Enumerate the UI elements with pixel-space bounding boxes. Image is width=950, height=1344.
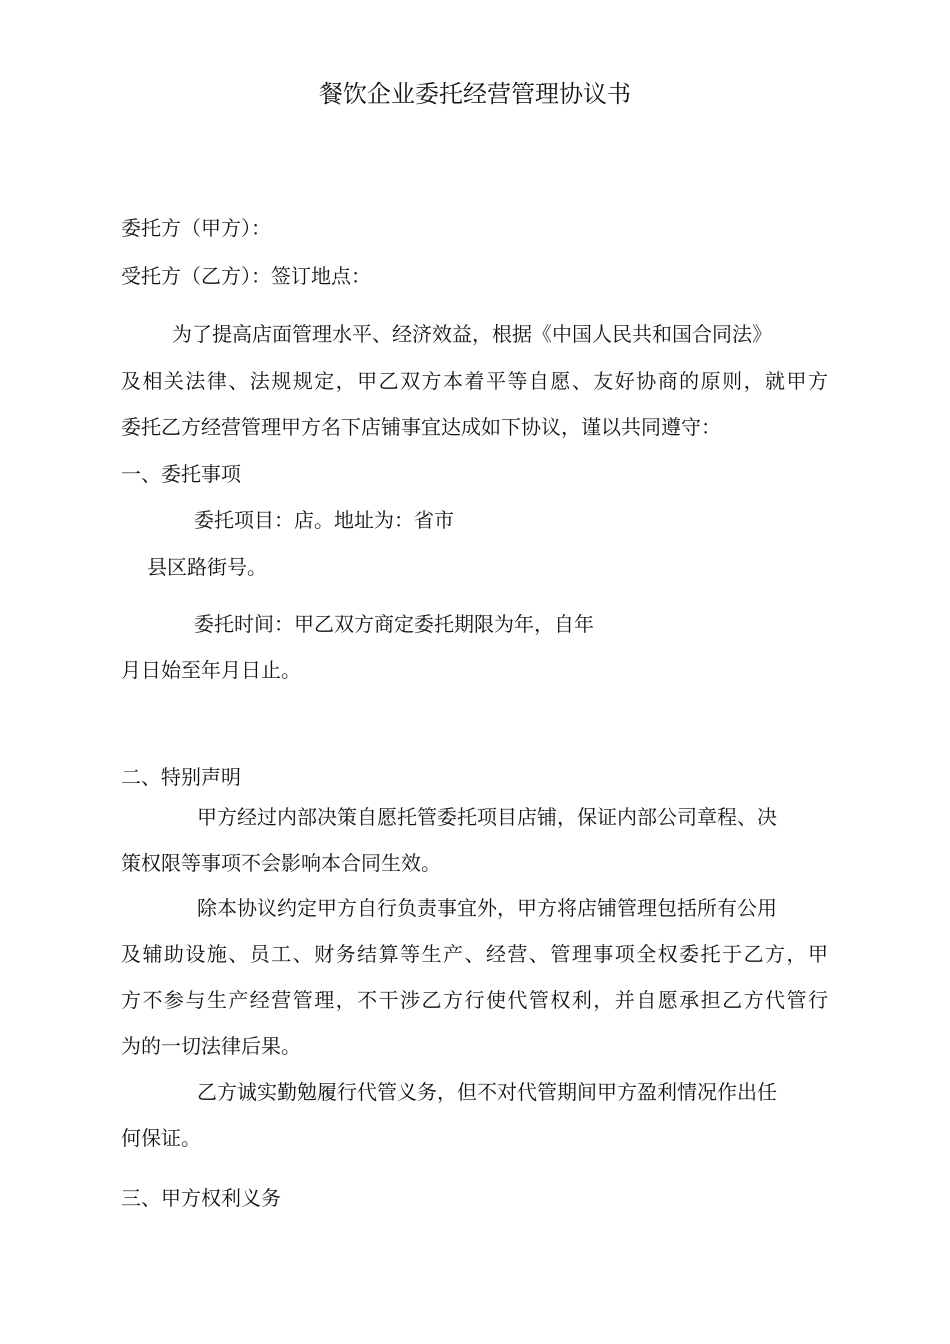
- declaration-p2-line-3: 方不参与生产经营管理，不干涉乙方行使代管权利，并自愿承担乙方代管行: [121, 988, 828, 1012]
- declaration-p1-line-1: 甲方经过内部决策自愿托管委托项目店铺，保证内部公司章程、决: [197, 805, 777, 829]
- declaration-p3-line-1: 乙方诚实勤勉履行代管义务，但不对代管期间甲方盈利情况作出任: [197, 1080, 777, 1104]
- declaration-p2-line-4: 为的一切法律后果。: [121, 1034, 301, 1058]
- preamble-line-3: 委托乙方经营管理甲方名下店铺事宜达成如下协议，谨以共同遵守：: [121, 415, 721, 439]
- section-3-heading: 三、甲方权利义务: [121, 1186, 281, 1210]
- document-title: 餐饮企业委托经营管理协议书: [319, 80, 631, 108]
- section-2-heading: 二、特别声明: [121, 765, 241, 789]
- party-a-line: 委托方（甲方）：: [121, 216, 271, 240]
- preamble-line-1: 为了提高店面管理水平、经济效益，根据《中国人民共和国合同法》: [172, 322, 772, 346]
- declaration-p1-line-2: 策权限等事项不会影响本合同生效。: [121, 851, 441, 875]
- entrust-period-line: 月日始至年月日止。: [121, 658, 301, 682]
- declaration-p3-line-2: 何保证。: [121, 1126, 201, 1150]
- entrust-time-line: 委托时间：甲乙双方商定委托期限为年，自年: [194, 612, 594, 636]
- party-b-line: 受托方（乙方）：签订地点：: [121, 264, 371, 288]
- entrust-address-line: 县区路街号。: [147, 555, 267, 579]
- entrust-project-line: 委托项目：店。地址为：省市: [194, 508, 454, 532]
- section-1-heading: 一、委托事项: [121, 462, 241, 486]
- declaration-p2-line-1: 除本协议约定甲方自行负责事宜外，甲方将店铺管理包括所有公用: [197, 896, 777, 920]
- declaration-p2-line-2: 及辅助设施、员工、财务结算等生产、经营、管理事项全权委托于乙方，甲: [121, 942, 828, 966]
- preamble-line-2: 及相关法律、法规规定，甲乙双方本着平等自愿、友好协商的原则，就甲方: [121, 369, 828, 393]
